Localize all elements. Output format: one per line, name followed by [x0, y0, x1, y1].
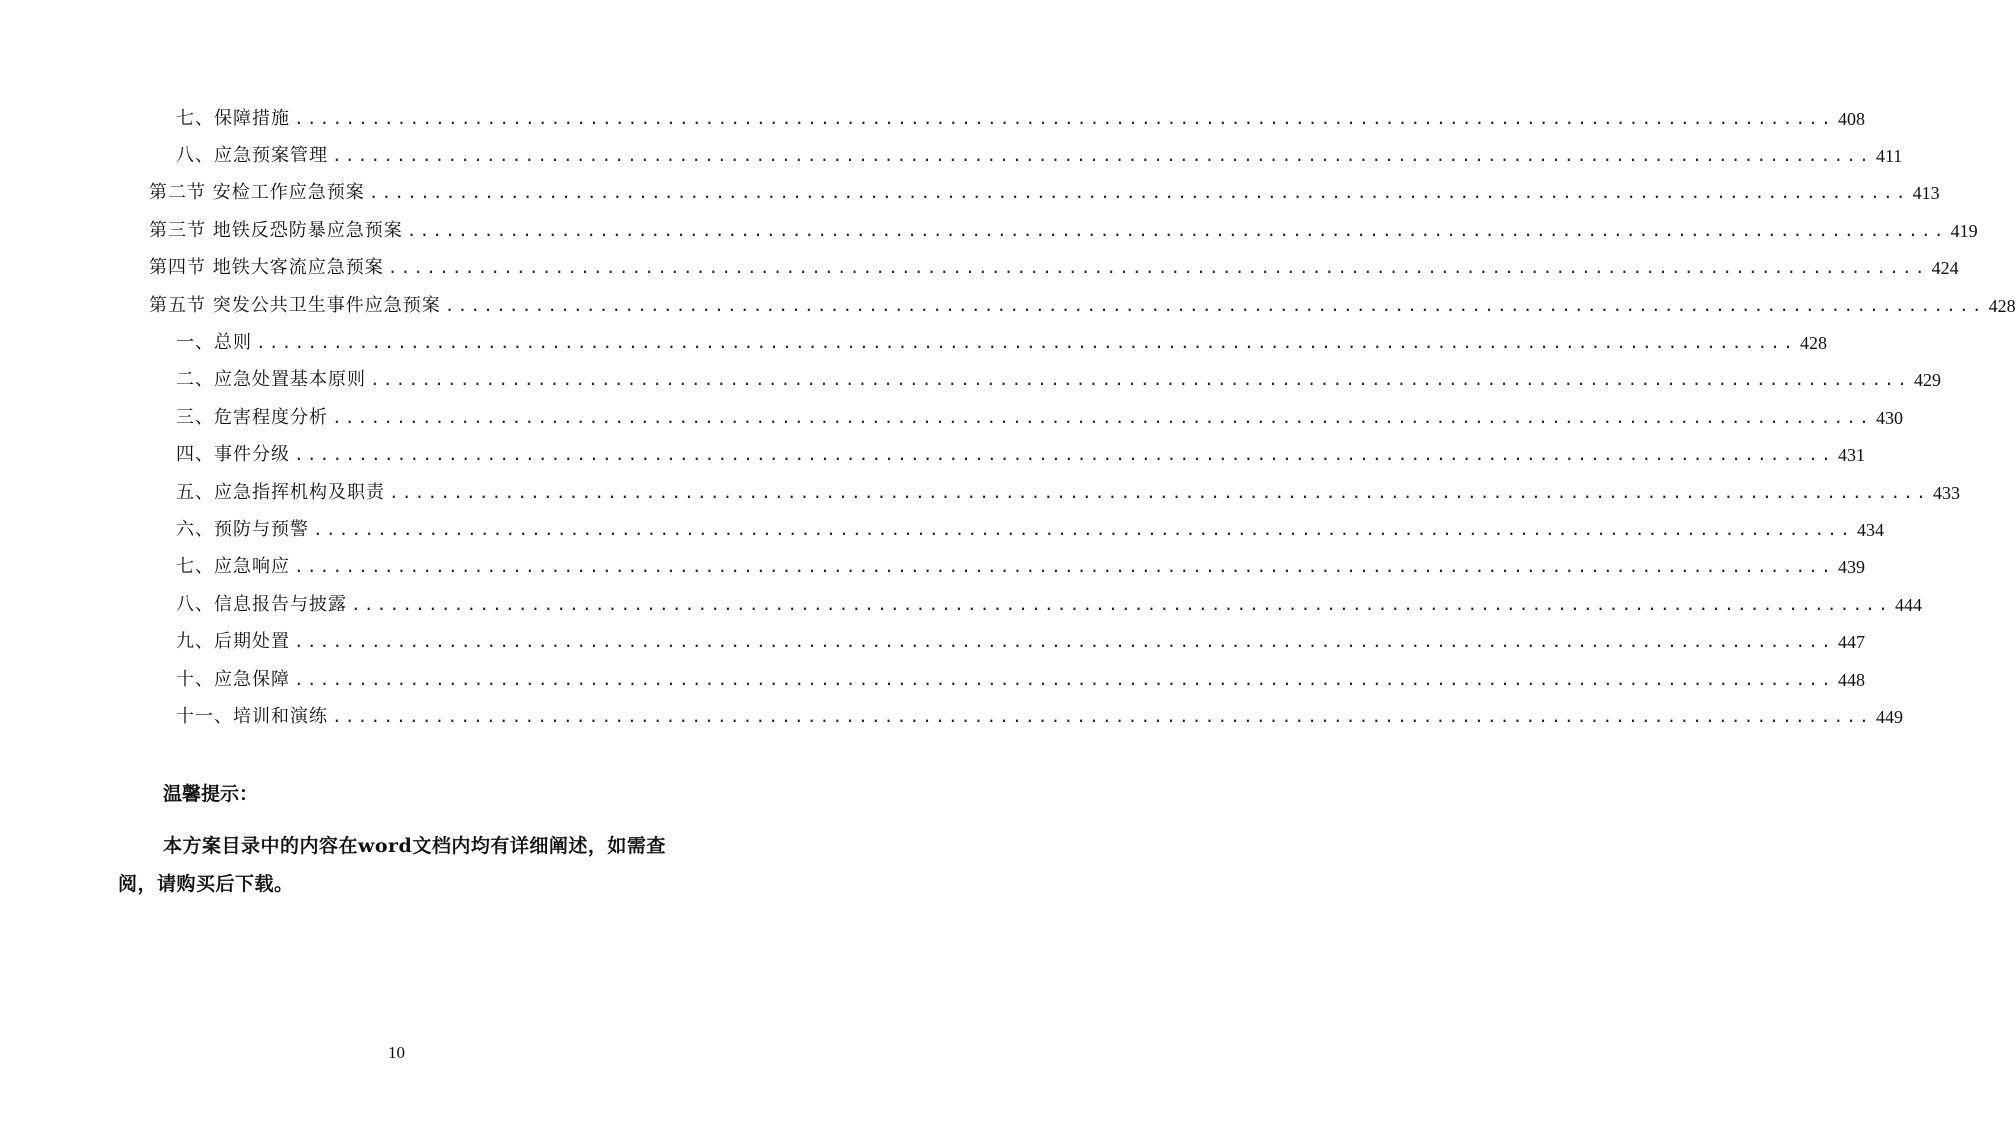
toc-entry[interactable]	[0, 623, 1865, 660]
toc-entry-page-number: 430	[1875, 407, 1903, 428]
toc-entry-title: 十、应急保障	[176, 668, 290, 690]
toc-entry[interactable]	[0, 324, 1827, 361]
toc-dot-leader: ........................................................................................................................	[370, 370, 1910, 390]
toc-entry[interactable]	[0, 698, 1903, 735]
toc-entry-page-number: 447	[1837, 632, 1865, 653]
toc-entry-page-number: 419	[1950, 220, 1978, 241]
notice-heading: 温馨提示：	[163, 783, 259, 805]
toc-entry-title: 七、应急响应	[176, 556, 290, 578]
toc-dot-leader: ........................................................................................................................	[332, 146, 1872, 166]
table-of-contents	[0, 100, 2016, 736]
toc-entry[interactable]	[0, 212, 1978, 249]
toc-entry-title: 一、总则	[176, 332, 252, 354]
toc-entry[interactable]	[0, 175, 1940, 212]
toc-entry[interactable]	[0, 661, 1865, 698]
toc-dot-leader: ........................................................................................................................	[294, 557, 1834, 577]
toc-dot-leader: ........................................................................................................................	[368, 183, 1909, 203]
toc-entry-title: 二、应急处置基本原则	[176, 369, 366, 391]
notice-block	[118, 775, 678, 903]
toc-entry-title: 六、预防与预警	[176, 518, 309, 540]
toc-entry-title: 八、信息报告与披露	[176, 593, 347, 615]
toc-entry-page-number: 448	[1837, 669, 1865, 690]
toc-entry[interactable]	[0, 586, 1922, 623]
toc-entry[interactable]	[0, 474, 1960, 511]
toc-entry-page-number: 408	[1837, 108, 1865, 129]
notice-body: 本方案目录中的内容在word文档内均有详细阐述，如需查阅，请购买后下载。	[118, 835, 666, 895]
toc-entry-title: 三、危害程度分析	[176, 406, 328, 428]
toc-entry-title: 第二节 安检工作应急预案	[149, 182, 365, 204]
toc-entry[interactable]	[0, 137, 1903, 174]
toc-dot-leader: ........................................................................................................................	[294, 632, 1834, 652]
toc-dot-leader: ........................................................................................................................	[387, 258, 1928, 278]
toc-dot-leader: ........................................................................................................................	[313, 519, 1853, 539]
toc-dot-leader: ........................................................................................................................	[406, 220, 1947, 240]
toc-entry-page-number: 431	[1837, 445, 1865, 466]
toc-entry-page-number: 434	[1856, 519, 1884, 540]
toc-entry-page-number: 429	[1913, 370, 1941, 391]
toc-entry[interactable]	[0, 437, 1865, 474]
toc-entry[interactable]	[0, 287, 2016, 324]
toc-dot-leader: ........................................................................................................................	[351, 594, 1891, 614]
toc-entry-title: 四、事件分级	[176, 444, 290, 466]
toc-entry-page-number: 428	[1988, 295, 2016, 316]
toc-entry-title: 第三节 地铁反恐防暴应急预案	[149, 219, 403, 241]
toc-entry-title: 第五节 突发公共卫生事件应急预案	[149, 294, 441, 316]
toc-entry-page-number: 444	[1894, 594, 1922, 615]
toc-dot-leader: ........................................................................................................................	[256, 333, 1796, 353]
toc-dot-leader: ........................................................................................................................	[294, 108, 1834, 128]
toc-entry[interactable]	[0, 511, 1884, 548]
toc-entry-page-number: 433	[1932, 482, 1960, 503]
toc-entry-page-number: 449	[1875, 706, 1903, 727]
toc-entry-page-number: 428	[1799, 333, 1827, 354]
toc-entry-title: 五、应急指挥机构及职责	[176, 481, 385, 503]
toc-entry[interactable]	[0, 549, 1865, 586]
page-number: 10	[388, 1043, 405, 1062]
toc-entry[interactable]	[0, 100, 1865, 137]
toc-entry-page-number: 411	[1875, 146, 1903, 167]
toc-entry[interactable]	[0, 362, 1941, 399]
toc-entry-page-number: 424	[1931, 258, 1959, 279]
toc-entry-page-number: 413	[1912, 183, 1940, 204]
toc-dot-leader: ........................................................................................................................	[294, 669, 1834, 689]
toc-entry-title: 八、应急预案管理	[176, 145, 328, 167]
toc-entry-title: 九、后期处置	[176, 631, 290, 653]
toc-dot-leader: ........................................................................................................................	[444, 295, 1985, 315]
toc-dot-leader: ........................................................................................................................	[389, 482, 1929, 502]
toc-entry-title: 第四节 地铁大客流应急预案	[149, 257, 384, 279]
toc-entry[interactable]	[0, 250, 1959, 287]
toc-entry-title: 十一、培训和演练	[176, 705, 328, 727]
toc-dot-leader: ........................................................................................................................	[294, 445, 1834, 465]
toc-dot-leader: ........................................................................................................................	[332, 706, 1872, 726]
toc-entry-page-number: 439	[1837, 557, 1865, 578]
toc-dot-leader: ........................................................................................................................	[332, 407, 1872, 427]
toc-entry-title: 七、保障措施	[176, 107, 290, 129]
toc-entry[interactable]	[0, 399, 1903, 436]
